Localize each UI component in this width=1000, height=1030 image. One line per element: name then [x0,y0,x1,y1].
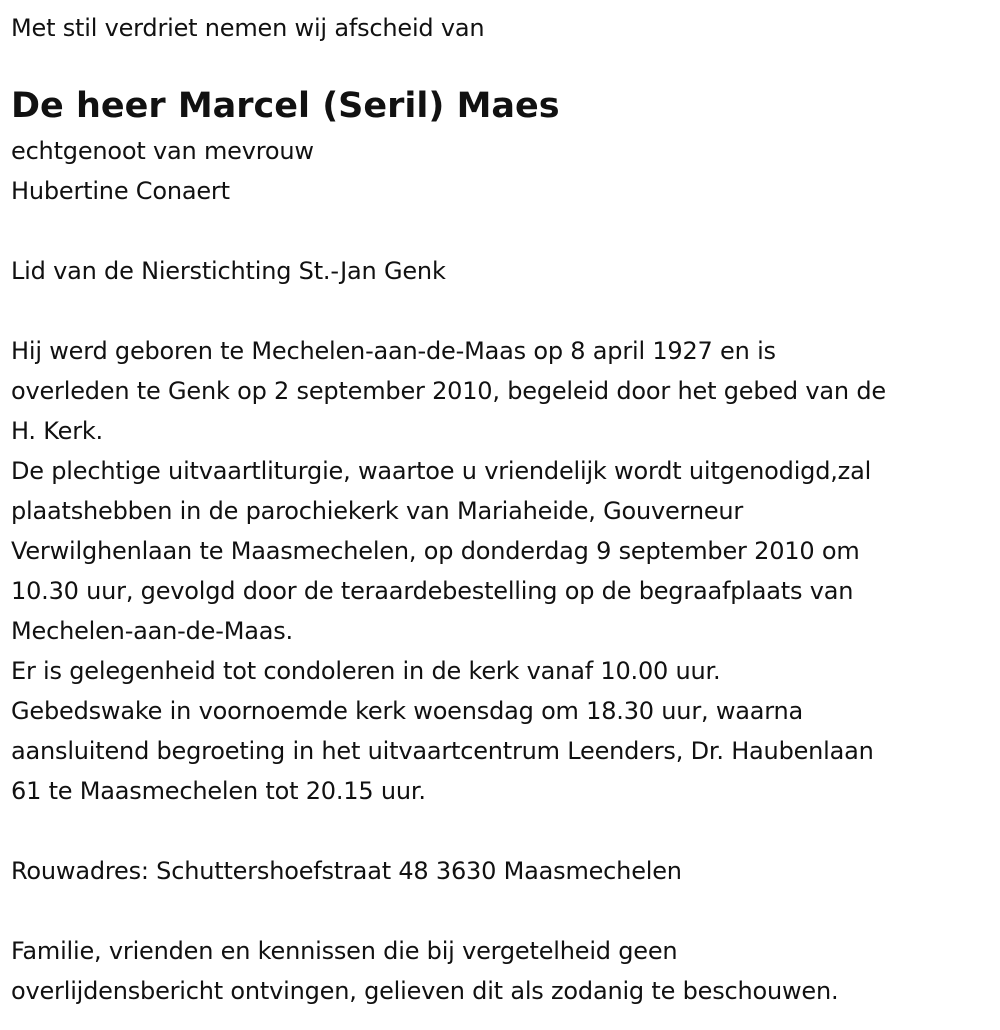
details-line: Mechelen-aan-de-Maas. [11,617,293,645]
spouse-line-1: echtgenoot van mevrouw [11,137,314,165]
details-line: Gebedswake in voornoemde kerk woensdag om 18.30 uur, waarna [11,697,804,725]
spouse-line-2: Hubertine Conaert [11,177,230,205]
details-line: H. Kerk. [11,417,103,445]
details-line: aansluitend begroeting in het uitvaartcentrum Leenders, Dr. Haubenlaan [11,737,874,765]
details-line: Er is gelegenheid tot condoleren in de kerk vanaf 10.00 uur. [11,657,721,685]
details-line: Hij werd geboren te Mechelen-aan-de-Maas op 8 april 1927 en is [11,337,776,365]
deceased-name: De heer Marcel (Seril) Maes [11,86,560,126]
membership-text: Lid van de Nierstichting St.-Jan Genk [11,257,446,285]
details-line: De plechtige uitvaartliturgie, waartoe u vriendelijk wordt uitgenodigd,zal [11,457,872,485]
details-block [11,331,996,811]
closing-line: overlijdensbericht ontvingen, gelieven dit als zodanig te beschouwen. [11,977,839,1005]
spacer [11,891,996,931]
details-line: overleden te Genk op 2 september 2010, begeleid door het gebed van de [11,377,886,405]
details-line: 61 te Maasmechelen tot 20.15 uur. [11,777,426,805]
spacer [11,811,996,851]
mourning-address: Rouwadres: Schuttershoefstraat 48 3630 Maasmechelen [11,857,682,885]
closing-block [11,931,996,1011]
obituary-notice [11,8,996,1011]
details-line: plaatshebben in de parochiekerk van Mariaheide, Gouverneur [11,497,744,525]
details-line: Verwilghenlaan te Maasmechelen, op donderdag 9 september 2010 om [11,537,860,565]
spacer [11,291,996,331]
spacer [11,211,996,251]
intro-text: Met stil verdriet nemen wij afscheid van [11,14,485,42]
details-line: 10.30 uur, gevolgd door de teraardebestelling op de begraafplaats van [11,577,854,605]
closing-line: Familie, vrienden en kennissen die bij vergetelheid geen [11,937,678,965]
